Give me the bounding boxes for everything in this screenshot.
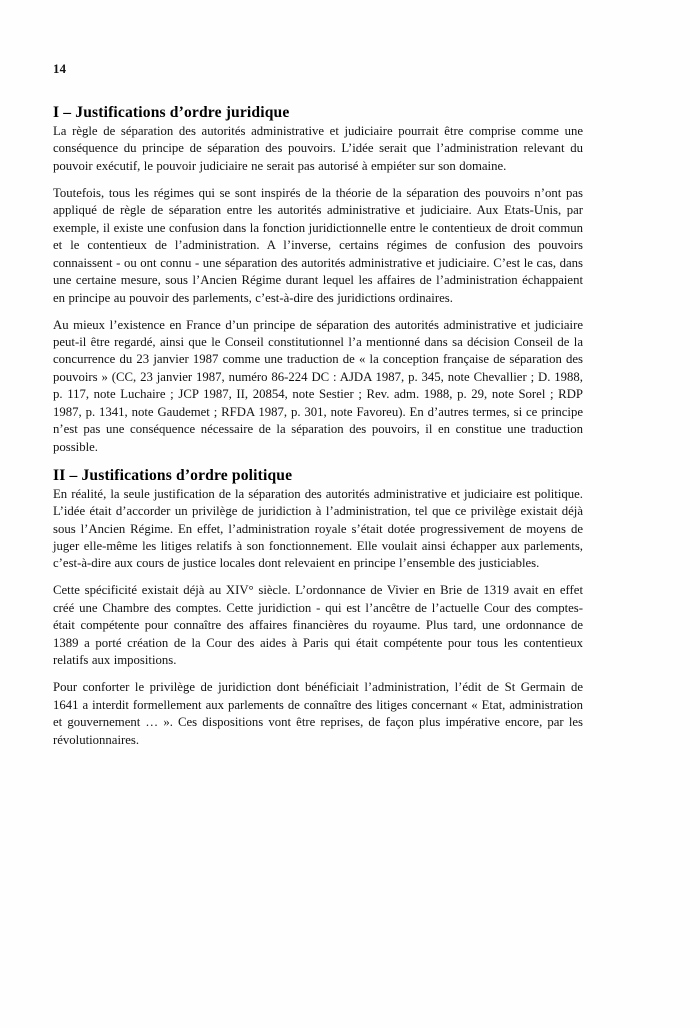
text-body: [53, 103, 583, 749]
section-heading-2: II – Justifications d’ordre politique: [53, 466, 293, 484]
paragraph: Cette spécificité existait déjà au XIV° siècle. L’ordonnance de Vivier en Brie de 1319 avait en effet créé une Chambre des comptes. Cette juridiction - qui est l’ancêtre de l’actuelle Cour des comptes- était compétente pour connaître des affaires financières du royaume. Plus tard, une ordonnance de 1389 a porté création de la Cour des aides à Paris qui était compétente pour tous les contentieux relatifs aux impositions.: [53, 583, 583, 668]
section-heading-1: I – Justifications d’ordre juridique: [53, 104, 290, 121]
paragraph: En réalité, la seule justification de la séparation des autorités administrative et judiciaire est politique. L’idée était d’accorder un privilège de juridiction à l’administration, tel que ce privilège existait déjà sous l’Ancien Régime. En effet, l’administration royale s’était dotée progressivement de moyens de juger elle-même les litiges relatifs à son fonctionnement. Elle voulait ainsi échapper aux parlements, c’est-à-dire aux cours de justice locales dont relevaient en principe l’ensemble des justiciables.: [53, 486, 583, 571]
paragraph: Au mieux l’existence en France d’un principe de séparation des autorités administrative et judiciaire peut-il être regardé, ainsi que le Conseil constitutionnel l’a mentionné dans sa décision Conseil de la concurrence du 23 janvier 1987 comme une traduction de « la conception française de séparation des pouvoirs » (CC, 23 janvier 1987, numéro 86-224 DC : AJDA 1987, p. 345, note Chevallier ; D. 1988, p. 117, note Luchaire ; JCP 1987, II, 20854, note Sestier ; Rev. adm. 1988, p. 29, note Sorel ; RDP 1987, p. 1341, note Gaudemet ; RFDA 1987, p. 301, note Favoreu). En d’autres termes, si ce principe n’est pas une conséquence nécessaire de la séparation des pouvoirs, il en constitue une traduction possible.: [53, 317, 583, 454]
page-number: 14: [53, 62, 67, 76]
paragraph: Pour conforter le privilège de juridiction dont bénéficiait l’administration, l’édit de St Germain de 1641 a interdit formellement aux parlements de connaître des litiges concernant « Etat, administration et gouvernement … ». Ces dispositions vont être reprises, de façon plus impérative encore, par les révolutionnaires.: [53, 680, 583, 747]
paragraph: Toutefois, tous les régimes qui se sont inspirés de la théorie de la séparation des pouvoirs n’ont pas appliqué de règle de séparation entre les autorités administrative et judiciaire. Aux Etats-Unis, par exemple, il existe une confusion dans la fonction juridictionnelle entre le contentieux de droit commun et le contentieux de l’administration. A l’inverse, certains régimes de confusion des pouvoirs connaissent - ou ont connu - une séparation des autorités administrative et judiciaire. C’est le cas, dans une certaine mesure, sous l’Ancien Régime durant lequel les affaires de l’administration échappaient en principe au pouvoir des parlements, c’est-à-dire des juridictions ordinaires.: [53, 185, 583, 305]
paragraph: La règle de séparation des autorités administrative et judiciaire pourrait être comprise comme une conséquence du principe de séparation des pouvoirs. L’idée serait que l’administration relevant du pouvoir exécutif, le pouvoir judiciaire ne serait pas autorisé à empiéter sur son domaine.: [53, 124, 583, 173]
